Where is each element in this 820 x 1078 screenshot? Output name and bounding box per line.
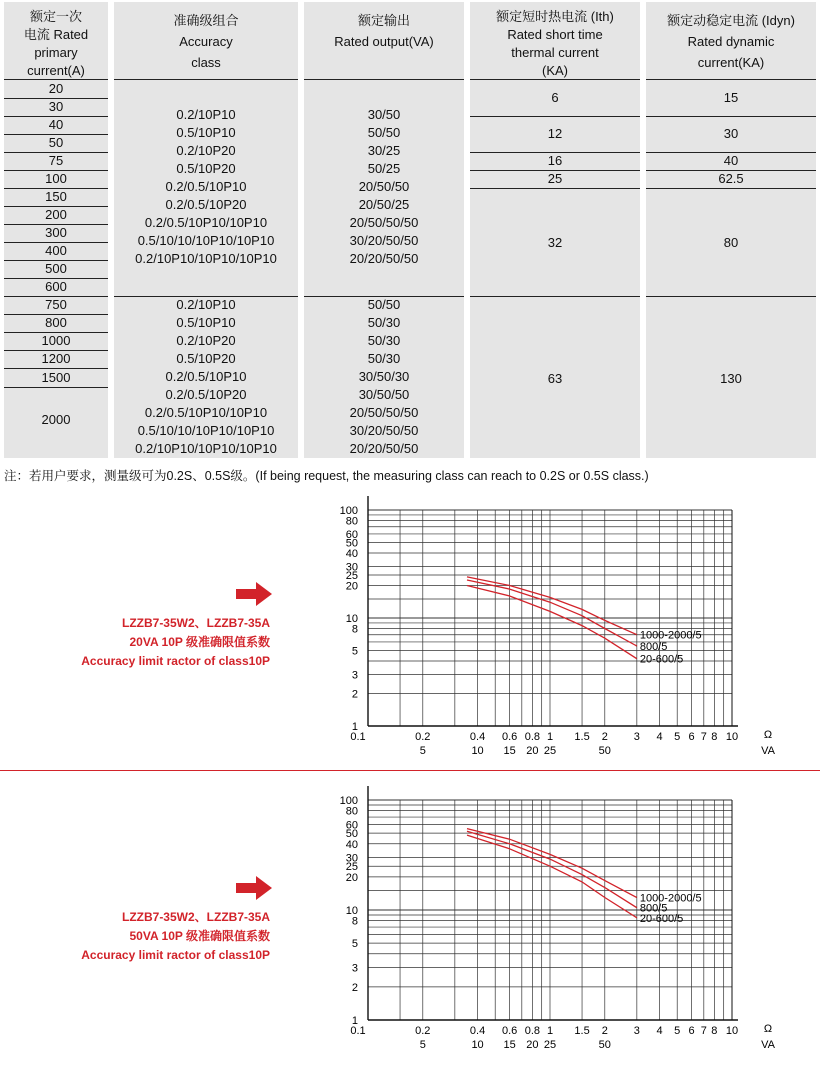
y-tick-label: 30 (345, 561, 358, 574)
y-tick-label: 20 (345, 580, 358, 593)
y-tick-label: 8 (351, 623, 358, 636)
x-tick-label: 10 (725, 1025, 739, 1037)
x-va-label: 25 (543, 1039, 557, 1051)
x-tick-label: 0.2 (415, 1025, 431, 1037)
chart-1-caption: LZZB7-35W2、LZZB7-35A 20VA 10P 级准确限值系数 Accuracy limit ractor of class10P (81, 616, 270, 668)
series-line (467, 580, 637, 646)
table-rule (4, 387, 108, 388)
table-rule (304, 79, 464, 80)
x-tick-label: 5 (674, 731, 681, 743)
primary-current-cell: 40 (48, 117, 64, 132)
table-entry: 0.2/0.5/10P10 (165, 369, 247, 384)
y-tick-label: 10 (345, 613, 358, 625)
table-entry: 0.5/10P10 (176, 315, 236, 330)
y-tick-label: 10 (345, 905, 358, 917)
table-entry: 0.2/0.5/10P20 (165, 387, 247, 402)
x-va-label: 15 (503, 745, 516, 757)
series-label: 800/5 (639, 902, 668, 915)
table-entry: 0.5/10P20 (176, 351, 236, 366)
accuracy-group-2 (114, 296, 298, 458)
table-entry: 50/30 (367, 315, 401, 330)
ith-cell: 25 (547, 171, 563, 186)
primary-current-cell: 1000 (41, 333, 71, 348)
y-tick-label: 80 (345, 805, 358, 818)
chart-2 (320, 786, 800, 1062)
table-entry: 20/50/25 (358, 197, 410, 212)
y-tick-label: 100 (339, 505, 358, 517)
table-rule (470, 188, 640, 189)
ith-cell: 12 (547, 126, 563, 141)
y-tick-label: 50 (345, 828, 358, 841)
x-tick-label: 1.5 (574, 731, 590, 743)
primary-current-cell: 30 (48, 99, 64, 114)
x-tick-label: 7 (700, 731, 707, 743)
arrow-right-icon (236, 582, 272, 606)
table-entry: 0.2/10P10 (176, 297, 236, 312)
y-tick-label: 40 (345, 547, 358, 560)
x-tick-label: 6 (688, 1025, 695, 1037)
table-entry: 30/50/30 (358, 369, 410, 384)
table-entry: 30/20/50/50 (349, 233, 419, 248)
x-tick-label: 2 (601, 731, 608, 743)
idyn-cell: 130 (720, 371, 742, 386)
header-primary: 额定一次 电流 Rated primary current(A) (23, 9, 89, 78)
x-tick-label: 0.6 (501, 731, 518, 743)
primary-current-cell: 150 (45, 189, 67, 204)
header-output: 额定输出 Rated output(VA) (334, 13, 434, 49)
primary-current-cell: 600 (45, 279, 67, 294)
x-tick-label: 7 (700, 1025, 707, 1037)
table-entry: 0.5/10/10/10P10/10P10 (137, 233, 275, 248)
primary-current-cell: 20 (48, 81, 64, 96)
primary-current-cell: 200 (45, 207, 67, 222)
table-entry: 0.2/10P20 (176, 143, 236, 158)
table-rule (470, 79, 640, 80)
chart-2-caption: LZZB7-35W2、LZZB7-35A 50VA 10P 级准确限值系数 Accuracy limit ractor of class10P (81, 910, 270, 962)
x-va-label: 10 (471, 745, 484, 757)
primary-current-cell: 400 (45, 243, 67, 258)
y-tick-label: 50 (345, 537, 358, 550)
table-entry: 0.2/0.5/10P10 (165, 179, 247, 194)
output-group-1 (304, 106, 464, 268)
x-tick-label: 2 (601, 1025, 608, 1037)
header-ith: 额定短时热电流 (Ith) Rated short time thermal current (KA) (496, 9, 614, 78)
table-rule (470, 296, 640, 297)
x-tick-label: 0.2 (415, 731, 431, 743)
table-entry: 30/25 (367, 143, 401, 158)
x-va-label: 50 (598, 745, 611, 757)
table-entry: 0.2/0.5/10P10/10P10 (144, 215, 268, 230)
y-tick-label: 3 (351, 669, 358, 682)
x-tick-label: 0.1 (350, 731, 366, 743)
primary-current-cell: 1500 (41, 370, 71, 385)
x-tick-label: 8 (711, 1025, 718, 1037)
primary-current-cell: 1200 (41, 351, 71, 366)
table-entry: 30/50/50 (358, 387, 410, 402)
y-tick-label: 5 (351, 938, 358, 951)
x-tick-label: 4 (656, 731, 663, 743)
table-rule (646, 188, 816, 189)
y-tick-label: 100 (339, 795, 358, 807)
x-tick-label: 4 (656, 1025, 663, 1037)
x-unit-ohm: Ω (763, 1023, 773, 1035)
table-entry: 0.2/10P20 (176, 333, 236, 348)
idyn-cell: 40 (723, 153, 739, 168)
primary-current-cell: 800 (45, 315, 67, 330)
table-entry: 20/20/50/50 (349, 441, 419, 456)
series-label: 20-600/5 (639, 653, 684, 666)
table-rule (4, 79, 108, 80)
x-tick-label: 1.5 (574, 1025, 590, 1037)
primary-current-cell: 300 (45, 225, 67, 240)
series-label: 1000-2000/5 (639, 629, 702, 642)
primary-current-cell: 750 (45, 297, 67, 312)
y-tick-label: 5 (351, 645, 358, 658)
x-tick-label: 8 (711, 731, 718, 743)
table-entry: 0.2/0.5/10P20 (165, 197, 247, 212)
x-tick-label: 1 (546, 1025, 554, 1037)
table-entry: 50/50 (367, 297, 401, 312)
table-entry: 30/20/50/50 (349, 423, 419, 438)
primary-current-cell: 500 (45, 261, 67, 276)
x-tick-label: 0.8 (524, 731, 541, 743)
table-entry: 0.2/10P10 (176, 107, 236, 122)
ith-cell: 32 (547, 235, 563, 250)
table-entry: 0.2/10P10/10P10/10P10 (135, 251, 277, 266)
primary-current-cell: 2000 (41, 412, 71, 427)
primary-current-cell: 75 (48, 153, 64, 168)
footnote: 注：若用户要求，测量级可为0.2S、0.5S级。(If being request, the measuring class can reach to 0.2S or 0.5S class.) (4, 469, 649, 483)
y-tick-label: 1 (351, 1015, 358, 1027)
y-tick-label: 2 (351, 981, 358, 994)
table-entry: 20/50/50 (358, 179, 410, 194)
x-va-label: 10 (471, 1039, 484, 1051)
idyn-cell: 62.5 (718, 171, 744, 186)
series-label: 800/5 (639, 641, 668, 654)
header-accuracy: 准确级组合 Accuracy class (173, 13, 239, 70)
x-unit-va: VA (761, 745, 775, 757)
table-entry: 50/30 (367, 351, 401, 366)
x-tick-label: 0.4 (469, 731, 486, 743)
idyn-cell: 15 (723, 90, 739, 105)
x-va-label: 5 (419, 745, 426, 757)
y-tick-label: 60 (345, 819, 358, 832)
table-rule (646, 296, 816, 297)
table-rule (646, 79, 816, 80)
table-rule (4, 368, 108, 369)
series-line (467, 835, 637, 918)
table-entry: 20/20/50/50 (349, 251, 419, 266)
series-label: 20-600/5 (639, 912, 684, 925)
table-entry: 20/50/50/50 (349, 405, 419, 420)
x-va-label: 20 (526, 745, 539, 757)
x-tick-label: 10 (725, 731, 739, 743)
x-va-label: 25 (543, 745, 557, 757)
rating-table (0, 0, 820, 460)
table-entry: 0.5/10/10/10P10/10P10 (137, 423, 275, 438)
x-va-label: 20 (526, 1039, 539, 1051)
ith-cell: 6 (551, 90, 559, 105)
table-rule (470, 116, 640, 117)
table-entry: 50/25 (367, 161, 401, 176)
y-tick-label: 80 (345, 515, 358, 528)
chart-1 (320, 494, 800, 766)
table-entry: 50/50 (367, 125, 401, 140)
x-unit-ohm: Ω (763, 729, 773, 741)
y-tick-label: 8 (351, 915, 358, 928)
table-entry: 0.2/10P10/10P10/10P10 (135, 441, 277, 456)
y-tick-label: 30 (345, 852, 358, 865)
table-rule (646, 116, 816, 117)
y-tick-label: 25 (345, 570, 358, 583)
x-tick-label: 3 (633, 731, 640, 743)
idyn-cell: 30 (723, 126, 739, 141)
idyn-cell: 80 (723, 235, 739, 250)
table-entry: 50/30 (367, 333, 401, 348)
table-entry: 20/50/50/50 (349, 215, 419, 230)
header-idyn: 额定动稳定电流 (Idyn) Rated dynamic current(KA) (667, 13, 795, 70)
accuracy-group-1 (114, 106, 298, 268)
divider (0, 770, 820, 771)
table-entry: 30/50 (367, 107, 401, 122)
x-tick-label: 0.4 (469, 1025, 486, 1037)
x-unit-va: VA (761, 1039, 775, 1051)
table-entry: 0.2/0.5/10P10/10P10 (144, 405, 268, 420)
y-tick-label: 20 (345, 871, 358, 884)
y-tick-label: 1 (351, 721, 358, 733)
table-entry: 0.5/10P20 (176, 161, 236, 176)
y-tick-label: 2 (351, 688, 358, 701)
y-tick-label: 25 (345, 861, 358, 874)
x-tick-label: 1 (546, 731, 554, 743)
table-rule (114, 79, 298, 80)
x-va-label: 50 (598, 1039, 611, 1051)
series-label: 1000-2000/5 (639, 892, 702, 905)
x-tick-label: 6 (688, 731, 695, 743)
primary-current-cell: 100 (45, 171, 67, 186)
table-entry: 0.5/10P10 (176, 125, 236, 140)
x-tick-label: 5 (674, 1025, 681, 1037)
arrow-right-icon (236, 876, 272, 900)
x-tick-label: 0.6 (501, 1025, 518, 1037)
ith-cell: 63 (547, 371, 563, 386)
x-tick-label: 0.8 (524, 1025, 541, 1037)
output-group-2 (304, 296, 464, 458)
x-va-label: 5 (419, 1039, 426, 1051)
y-tick-label: 40 (345, 838, 358, 851)
x-tick-label: 0.1 (350, 1025, 366, 1037)
y-tick-label: 60 (345, 528, 358, 541)
ith-cell: 16 (547, 153, 563, 168)
series-line (467, 586, 637, 659)
x-tick-label: 3 (633, 1025, 640, 1037)
y-tick-label: 3 (351, 962, 358, 975)
x-va-label: 15 (503, 1039, 516, 1051)
primary-current-cell: 50 (48, 135, 64, 150)
